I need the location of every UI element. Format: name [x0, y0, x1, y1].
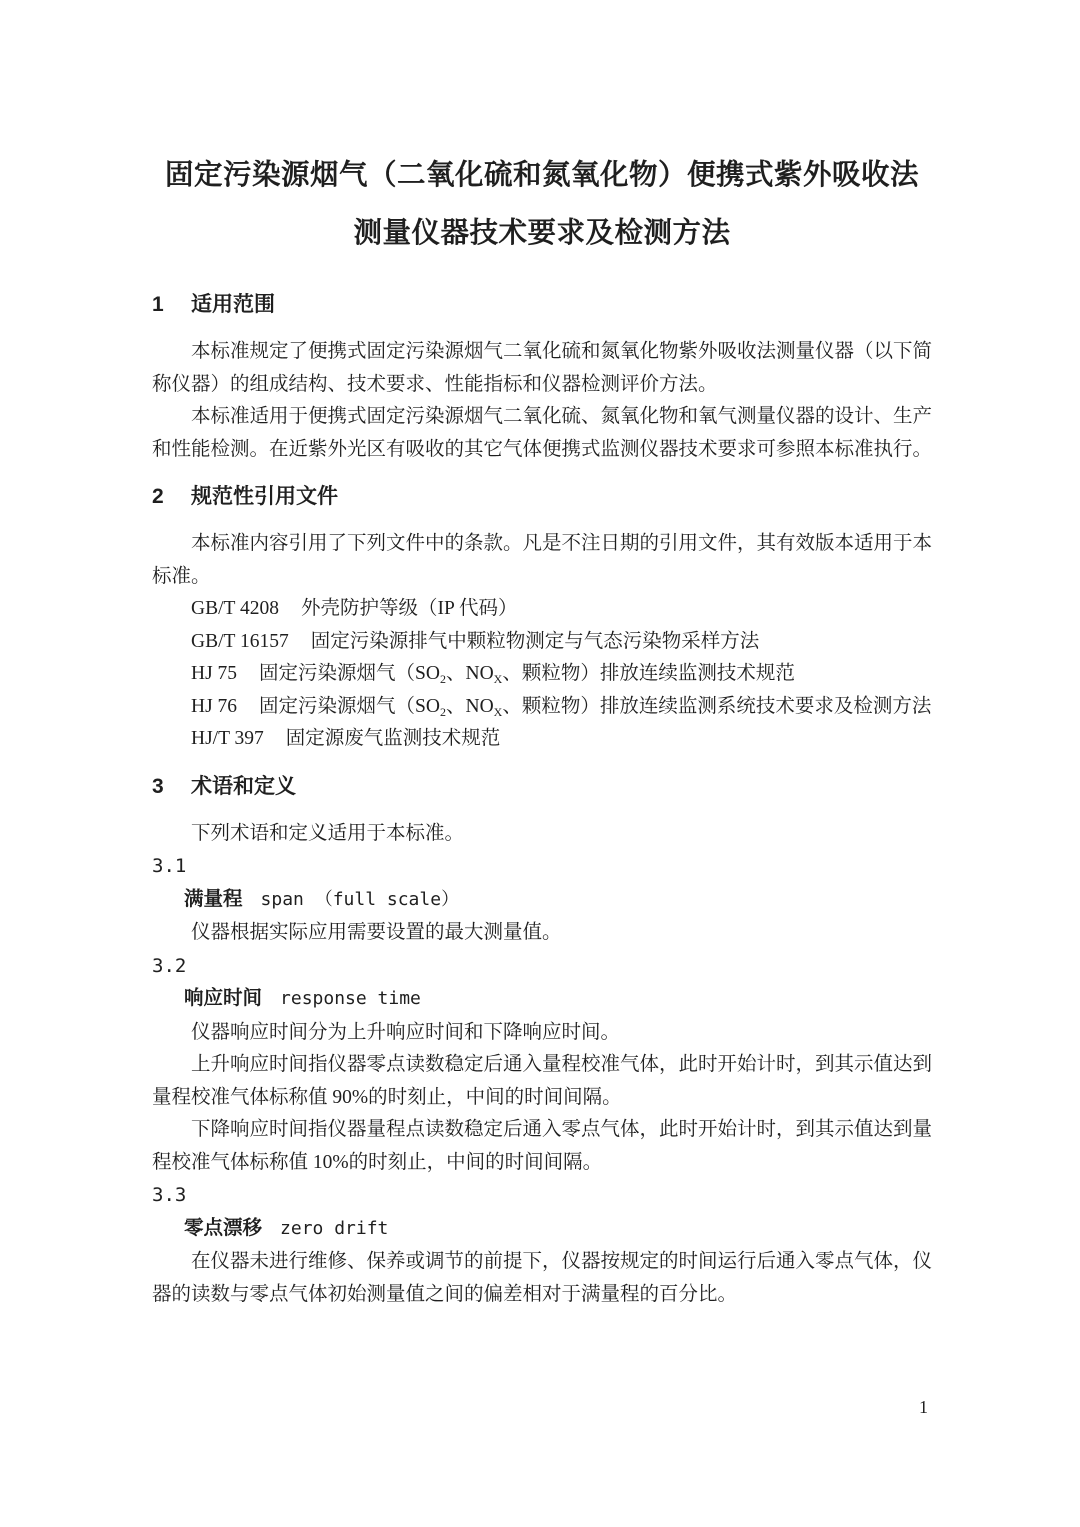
term-name-en: span （full scale） — [260, 888, 460, 910]
reference-title — [259, 663, 795, 684]
section-heading-normative-references — [152, 482, 932, 512]
subscript: 2 — [439, 672, 446, 686]
reference-title-part: 固定污染源烟气（SO — [259, 695, 440, 717]
subscript: 2 — [439, 704, 446, 719]
reference-item — [152, 626, 932, 659]
paragraph: 本标准规定了便携式固定污染源烟气二氧化硫和氮氧化物紫外吸收法测量仪器（以下简称仪器）的组成结构、技术要求、性能指标和仪器检测评价方法。 — [152, 341, 933, 395]
term-definition: 上升响应时间指仪器零点读数稳定后通入量程校准气体，此时开始计时，到其示值达到量程校准气体标称值 90%的时刻止，中间的时间间隔。 — [152, 1054, 933, 1108]
section-number: 3 — [152, 774, 164, 798]
section-heading-text: 规范性引用文件 — [191, 485, 338, 508]
document-content — [152, 146, 932, 1311]
term-heading — [152, 883, 932, 918]
term-name-en: zero drift — [280, 1217, 389, 1239]
section-heading-text: 术语和定义 — [191, 774, 296, 798]
reference-title-part: 固定污染源烟气（SO — [259, 663, 440, 684]
section-heading-scope — [152, 290, 932, 320]
term-definition: 在仪器未进行维修、保养或调节的前提下，仪器按规定的时间运行后通入零点气体，仪器的读数与零点气体初始测量值之间的偏差相对于满量程的百分比。 — [152, 1251, 933, 1305]
reference-code: HJ/T 397 — [191, 728, 264, 749]
paragraph: 本标准适用于便携式固定污染源烟气二氧化硫、氮氧化物和氧气测量仪器的设计、生产和性能检测。在近紫外光区有吸收的其它气体便携式监测仪器技术要求可参照本标准执行。 — [152, 406, 933, 460]
reference-title: 固定污染源排气中颗粒物测定与气态污染物采样方法 — [310, 630, 760, 652]
section-heading-text: 适用范围 — [191, 293, 275, 316]
section-number: 2 — [152, 485, 164, 508]
term-name-zh: 响应时间 — [184, 987, 263, 1009]
reference-item — [152, 593, 932, 626]
term-name-en: response time — [280, 988, 421, 1009]
reference-title-part: 、颗粒物）排放连续监测系统技术要求及检测方法 — [502, 695, 932, 717]
term-heading — [152, 1212, 932, 1247]
references-list — [152, 593, 932, 756]
reference-code: GB/T 16157 — [191, 630, 289, 652]
reference-title-part: 、颗粒物）排放连续监测技术规范 — [502, 663, 795, 684]
paragraph: 下列术语和定义适用于本标准。 — [191, 822, 465, 844]
reference-title: 外壳防护等级（IP 代码） — [300, 598, 518, 619]
reference-item — [152, 723, 932, 756]
term-name-zh: 零点漂移 — [184, 1216, 263, 1239]
subscript: X — [493, 704, 503, 719]
paragraph: 本标准内容引用了下列文件中的条款。凡是不注日期的引用文件，其有效版本适用于本标准。 — [152, 533, 933, 587]
term-number: 3.1 — [152, 855, 187, 877]
subscript: X — [493, 672, 503, 686]
term-definition: 下降响应时间指仪器量程点读数稳定后通入零点气体，此时开始计时，到其示值达到量程校准气体标称值 10%的时刻止，中间的时间间隔。 — [152, 1119, 933, 1173]
section-number: 1 — [152, 293, 164, 316]
reference-code: HJ 76 — [191, 695, 238, 717]
term-definition: 仪器根据实际应用需要设置的最大测量值。 — [191, 922, 562, 943]
reference-title: 固定源废气监测技术规范 — [285, 728, 501, 749]
reference-title-part: 、NO — [445, 695, 494, 717]
section-heading-terms-definitions — [152, 772, 932, 802]
term-number: 3.2 — [152, 954, 187, 977]
reference-title — [259, 696, 931, 717]
reference-title-part: 、NO — [445, 663, 494, 684]
reference-code: HJ 75 — [191, 663, 238, 684]
reference-item — [152, 658, 932, 691]
term-definition: 仪器响应时间分为上升响应时间和下降响应时间。 — [191, 1021, 621, 1043]
term-heading — [152, 982, 932, 1017]
reference-item — [152, 691, 932, 724]
reference-code: GB/T 4208 — [191, 598, 279, 619]
term-name-zh: 满量程 — [184, 887, 243, 910]
document-title: 固定污染源烟气（二氧化硫和氮氧化物）便携式紫外吸收法测量仪器技术要求及检测方法 — [164, 159, 919, 249]
page-number: 1 — [919, 1397, 928, 1417]
term-number: 3.3 — [152, 1184, 187, 1206]
